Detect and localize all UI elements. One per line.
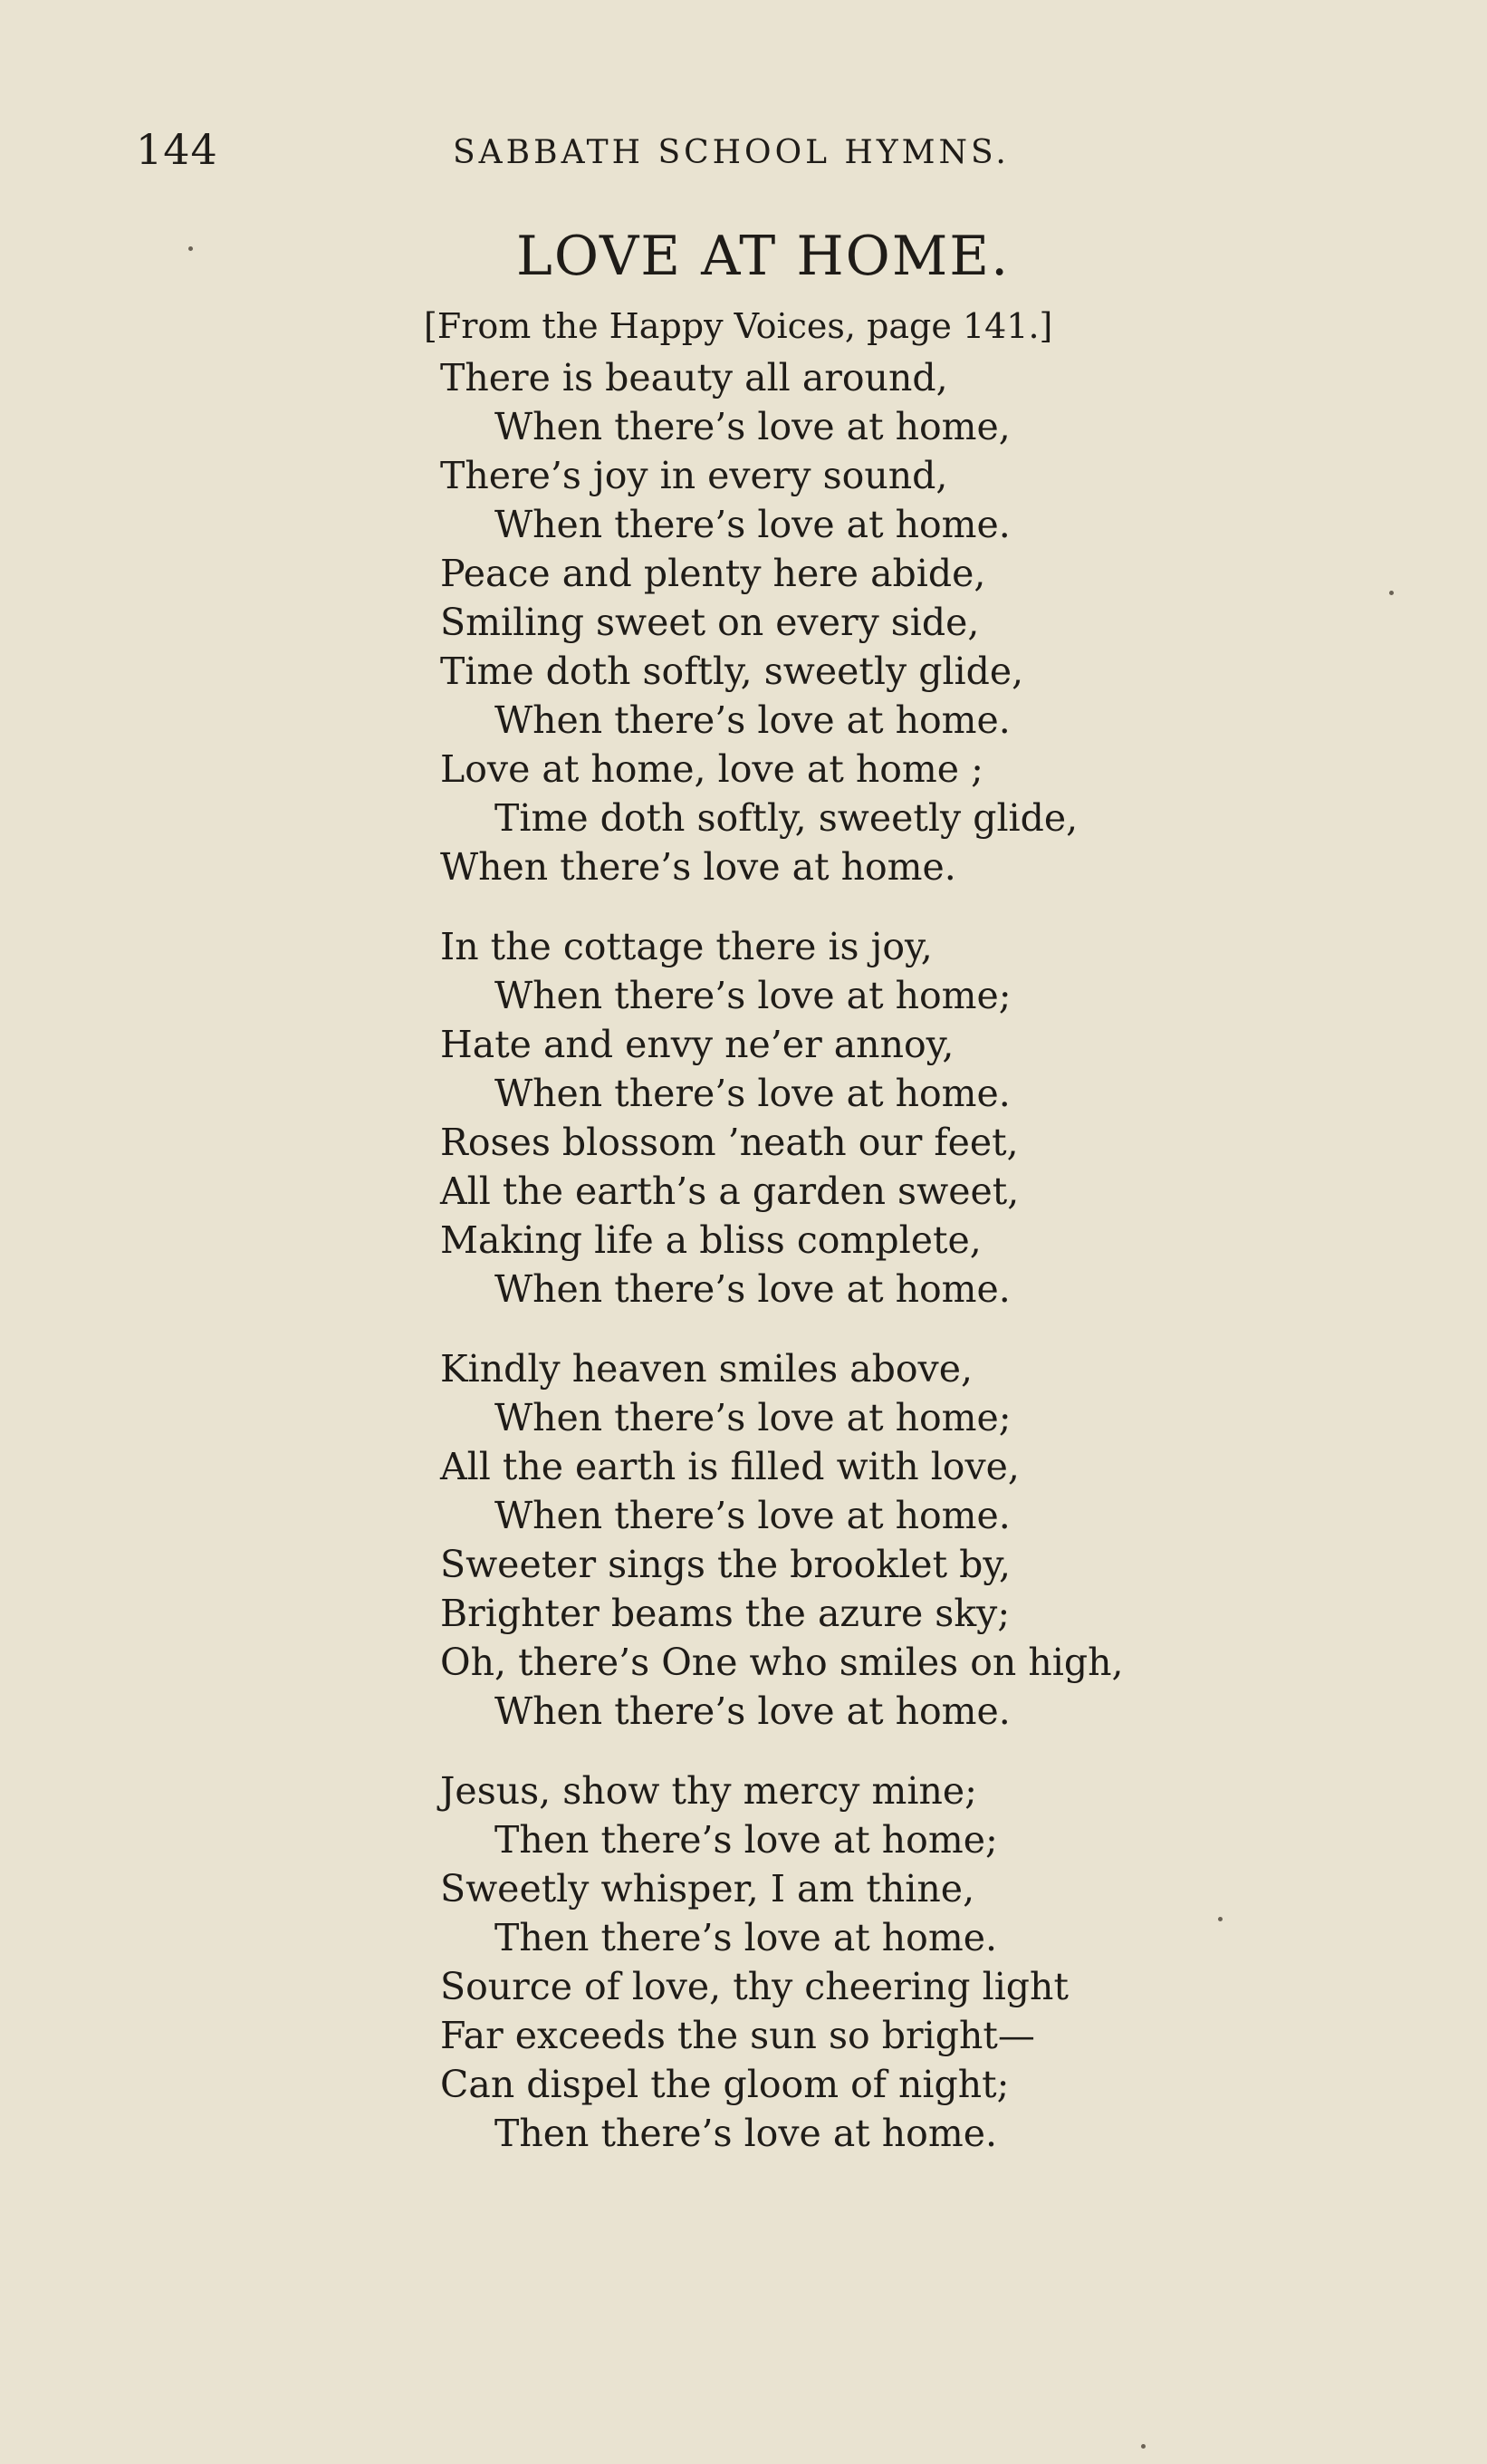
- lyric-line: Making life a bliss complete,: [440, 1218, 982, 1262]
- lyric-line: Time doth softly, sweetly glide,: [494, 796, 1079, 840]
- stanza-3: [440, 1344, 1436, 1736]
- lyric-line: When there’s love at home,: [494, 405, 1011, 448]
- lyric-line: Smiling sweet on every side,: [440, 601, 980, 644]
- print-speck: [1389, 591, 1394, 595]
- running-head: SABBATH SCHOOL HYMNS.: [453, 134, 1010, 171]
- lyric-line: When there’s love at home.: [494, 698, 1011, 742]
- lyric-line: Oh, there’s One who smiles on high,: [440, 1641, 1124, 1684]
- lyric-line: Peace and plenty here abide,: [440, 552, 986, 595]
- print-speck: [188, 246, 193, 251]
- stanza-1: [440, 353, 1436, 891]
- source-note: [From the Happy Voices, page 141.]: [424, 306, 1053, 346]
- lyric-line: Kindly heaven smiles above,: [440, 1347, 973, 1391]
- lyric-line: Sweetly whisper, I am thine,: [440, 1867, 975, 1911]
- stanza-4: [440, 1766, 1436, 2158]
- lyric-line: When there’s love at home.: [494, 503, 1011, 546]
- lyric-line: Roses blossom ’neath our feet,: [440, 1121, 1019, 1164]
- stanza-gap: [440, 1736, 1436, 1766]
- lyric-line: When there’s love at home.: [494, 1494, 1011, 1537]
- lyric-line: Can dispel the gloom of night;: [440, 2063, 1010, 2106]
- stanza-gap: [440, 1314, 1436, 1344]
- lyric-line: In the cottage there is joy,: [440, 925, 933, 968]
- page-number: 144: [136, 125, 218, 174]
- print-speck: [1141, 2444, 1146, 2449]
- lyric-line: Brighter beams the azure sky;: [440, 1592, 1011, 1635]
- lyric-line: There is beauty all around,: [440, 356, 948, 399]
- lyric-line: Love at home, love at home ;: [440, 747, 983, 791]
- lyric-line: Source of love, thy cheering light: [440, 1965, 1069, 2008]
- lyric-line: When there’s love at home.: [494, 1267, 1011, 1311]
- stanza-gap: [440, 891, 1436, 922]
- lyric-line: Far exceeds the sun so bright—: [440, 2014, 1035, 2057]
- lyric-line: Jesus, show thy mercy mine;: [440, 1769, 977, 1813]
- lyric-line: Then there’s love at home.: [494, 2112, 998, 2155]
- lyric-line: Then there’s love at home.: [494, 1916, 998, 1959]
- hymn-lyrics: [440, 353, 1436, 2158]
- lyric-line: When there’s love at home.: [494, 1689, 1011, 1733]
- print-speck: [1218, 1917, 1223, 1921]
- stanza-2: [440, 922, 1436, 1314]
- lyric-line: When there’s love at home.: [440, 845, 956, 889]
- hymn-title: LOVE AT HOME.: [516, 225, 1011, 288]
- lyric-line: When there’s love at home.: [494, 1072, 1011, 1115]
- lyric-line: Sweeter sings the brooklet by,: [440, 1543, 1012, 1586]
- lyric-line: All the earth is filled with love,: [440, 1445, 1020, 1488]
- lyric-line: When there’s love at home;: [494, 974, 1012, 1017]
- lyric-line: Then there’s love at home;: [494, 1818, 998, 1862]
- lyric-line: There’s joy in every sound,: [440, 454, 948, 497]
- lyric-line: When there’s love at home;: [494, 1396, 1012, 1439]
- lyric-line: Time doth softly, sweetly glide,: [440, 650, 1024, 693]
- lyric-line: All the earth’s a garden sweet,: [440, 1169, 1020, 1213]
- lyric-line: Hate and envy ne’er annoy,: [440, 1023, 955, 1066]
